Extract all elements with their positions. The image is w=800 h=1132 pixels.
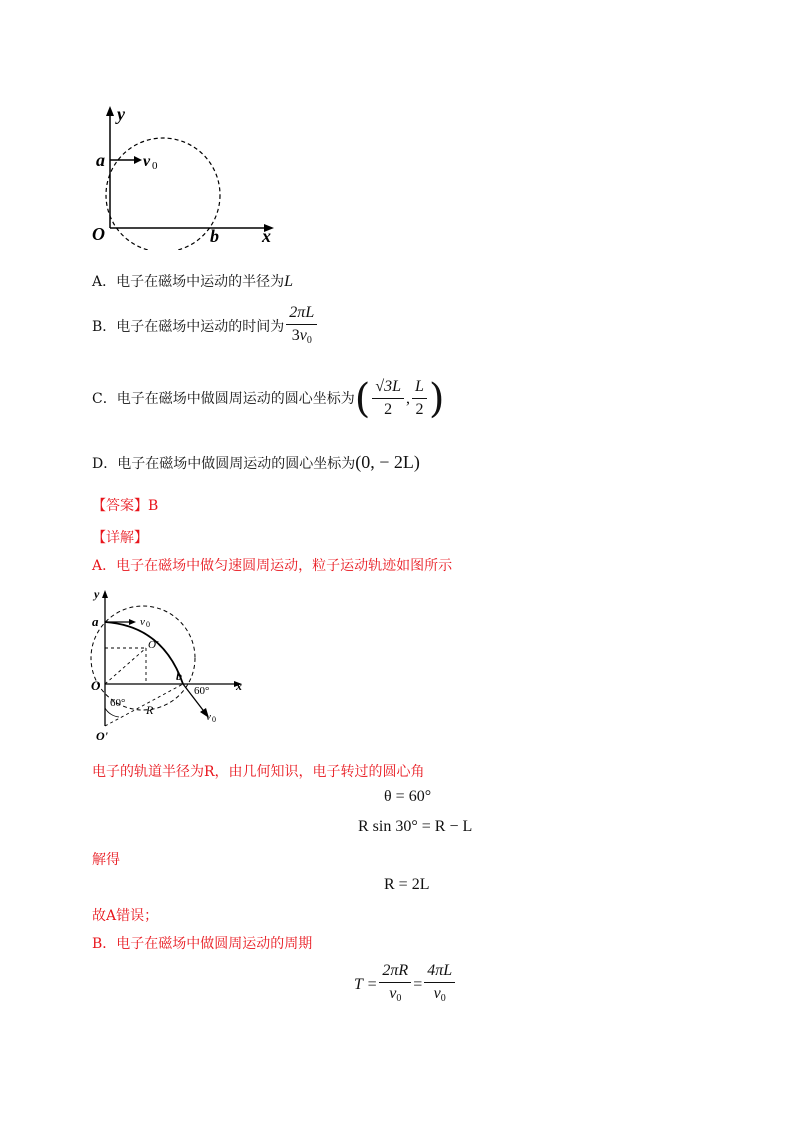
option-b-den-var: v (299, 327, 307, 344)
option-c-fraction-1 (372, 378, 404, 419)
origin-label: O (91, 678, 101, 693)
solve-label-text: 解得 (92, 852, 120, 868)
velocity-b-label: v (206, 711, 211, 723)
explanation-b-text: B．电子在磁场中做圆周运动的周期 (92, 936, 313, 952)
angle-arc (105, 708, 119, 717)
x-axis-label: x (236, 679, 242, 693)
equation-period-den2-var: v (433, 985, 441, 1002)
option-b (92, 304, 319, 350)
equation-theta-text: θ = 60° (384, 788, 432, 805)
detail-bracket: 【详解】 (92, 530, 148, 546)
origin-label: O (92, 224, 105, 244)
point-b-label: b (210, 226, 219, 246)
equation-sin (358, 818, 472, 836)
option-d-text: D．电子在磁场中做圆周运动的圆心坐标为 (92, 456, 356, 472)
option-a-text: A．电子在磁场中运动的半径为 (92, 274, 285, 290)
equation-period-fraction-2 (424, 962, 455, 1008)
y-axis-arrow-icon (106, 106, 114, 116)
option-c-right-paren: ) (428, 375, 445, 422)
velocity-label: v (143, 153, 151, 170)
trajectory-circle (106, 138, 220, 250)
point-b-label: b (176, 669, 182, 683)
explanation-b (92, 934, 312, 954)
equation-period-den1-var: v (389, 985, 397, 1002)
equation-theta (384, 788, 431, 806)
equation-period-den2-sub: 0 (440, 993, 446, 1004)
velocity-arrow-icon (134, 156, 142, 164)
option-d-value: (0, − 2L) (355, 452, 420, 472)
angle-label-1: 60° (194, 685, 210, 697)
equation-period-lhs: T = (354, 976, 378, 993)
option-c-den2: 2 (415, 401, 424, 418)
center-o-prime-label: O' (96, 729, 108, 743)
option-a-var: L (284, 273, 294, 290)
figure-circle-diagram (90, 100, 290, 250)
velocity-a-arrow-icon (129, 619, 136, 625)
option-c-num1: √3L (372, 378, 404, 399)
angle-label-2: 60° (110, 697, 126, 709)
equation-period (354, 962, 457, 1008)
equation-sin-text: R sin 30° = R − L (358, 818, 473, 835)
equation-period-num1: 2πR (379, 962, 411, 983)
option-b-fraction (286, 304, 317, 350)
option-d (92, 452, 420, 474)
y-axis-arrow-icon (102, 590, 108, 598)
y-axis-label: y (94, 587, 100, 601)
option-c-num2: L (412, 378, 427, 399)
detail-header (92, 528, 148, 548)
solve-label (92, 850, 120, 870)
option-c (92, 375, 445, 422)
answer-bracket: 【答案】 (92, 498, 148, 514)
conclusion-a-text: 故A错误； (92, 908, 159, 924)
option-c-fraction-2 (412, 378, 427, 419)
velocity-label: v (140, 616, 145, 628)
radius-explanation (92, 762, 425, 782)
option-b-den-sub: 0 (306, 335, 312, 346)
answer-value: B (148, 498, 159, 514)
explanation-a-text: A．电子在磁场中做匀速圆周运动，粒子运动轨迹如图所示 (92, 558, 453, 574)
velocity-subscript: 0 (152, 160, 158, 172)
equation-period-equals: = (413, 976, 423, 993)
option-c-left-paren: ( (354, 375, 371, 422)
explanation-a (92, 556, 452, 576)
point-a-label: a (92, 614, 99, 629)
center-label: O′ (148, 639, 159, 651)
option-c-den1: 2 (384, 401, 393, 418)
radius-explanation-text: 电子的轨道半径为R，由几何知识，电子转过的圆心角 (92, 764, 425, 780)
dashed-diagonal (105, 648, 146, 684)
option-b-numerator: 2πL (286, 304, 317, 325)
option-b-den-coef: 3 (291, 327, 300, 344)
point-a-label: a (96, 150, 105, 170)
velocity-subscript: 0 (146, 620, 150, 629)
y-axis-label: y (117, 104, 125, 124)
option-a (92, 272, 293, 292)
x-axis-label: x (262, 226, 271, 246)
conclusion-a (92, 906, 158, 926)
equation-radius-text: R = 2L (384, 876, 430, 893)
trajectory-arc (105, 622, 183, 684)
figure-trajectory-diagram (88, 586, 258, 746)
velocity-b-subscript: 0 (212, 715, 216, 724)
equation-radius (384, 876, 429, 894)
equation-period-fraction-1 (379, 962, 411, 1008)
equation-period-den1-sub: 0 (396, 993, 402, 1004)
option-b-text: B．电子在磁场中运动的时间为 (92, 319, 285, 335)
option-c-comma: , (406, 389, 411, 407)
radius-label: R (146, 703, 154, 717)
option-c-text: C．电子在磁场中做圆周运动的圆心坐标为 (92, 390, 355, 407)
equation-period-num2: 4πL (424, 962, 455, 983)
answer-line (92, 496, 158, 516)
